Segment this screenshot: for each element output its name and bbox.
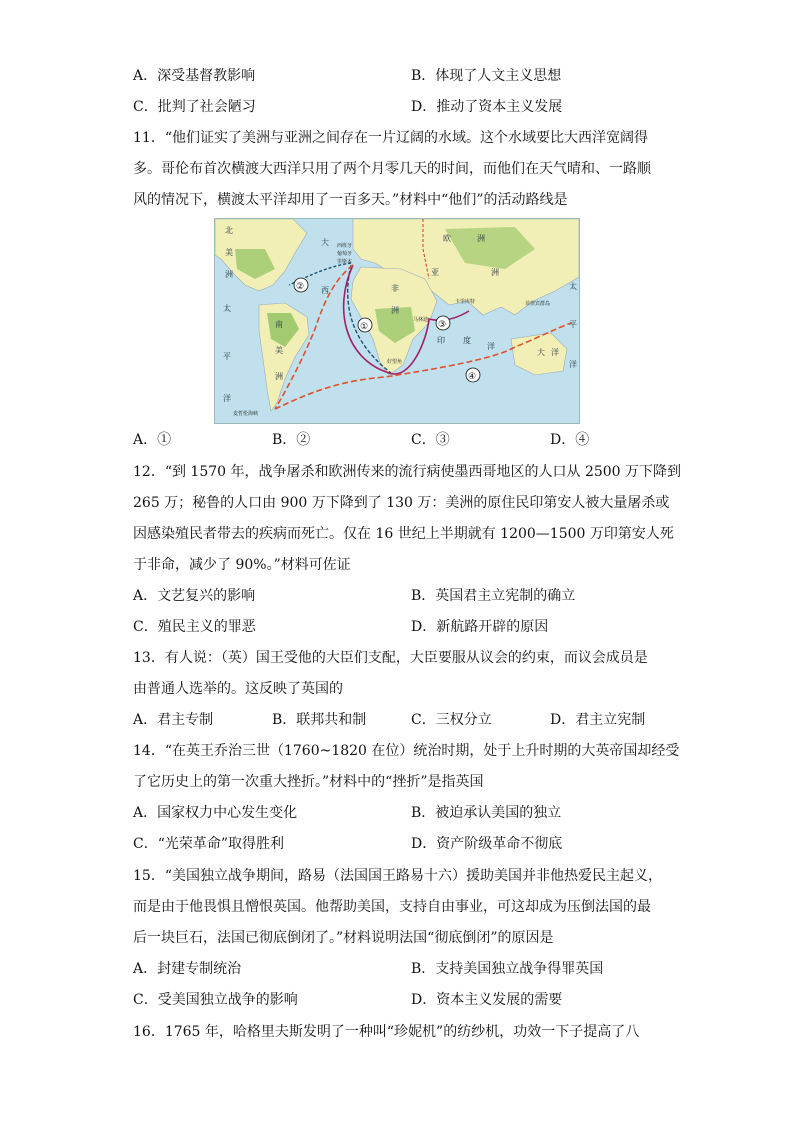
map-label-sa2: 美 bbox=[275, 346, 283, 355]
map-label-sa3: 洲 bbox=[275, 372, 283, 381]
prev-option-b: B．体现了人文主义思想 bbox=[411, 68, 562, 84]
map-label-sa1: 南 bbox=[275, 320, 283, 329]
q15-option-d: D．资本主义发展的需要 bbox=[411, 992, 563, 1008]
q11-line-1: 11．“他们证实了美洲与亚洲之间存在一片辽阔的水域。这个水域要比大西洋宽阔得 bbox=[133, 130, 648, 146]
q14-option-c: C．“光荣革命”取得胜利 bbox=[133, 836, 285, 852]
q12-line-2: 265 万；秘鲁的人口由 900 万下降到了 130 万：美洲的原住民印第安人被大量屠杀或 bbox=[133, 495, 670, 511]
route-number-4: ④ bbox=[468, 372, 477, 382]
map-label-oc2: 洋 bbox=[551, 348, 559, 357]
map-label-magellan: 麦哲伦海峡 bbox=[233, 411, 259, 417]
map-label-pr3: 洋 bbox=[569, 360, 577, 369]
map-label-as1: 亚 bbox=[431, 268, 439, 277]
route-number-3: ③ bbox=[438, 320, 447, 330]
q14-option-b: B．被迫承认美国的独立 bbox=[411, 805, 562, 821]
map-label-spain: 西班牙 bbox=[337, 243, 353, 249]
q14-option-d: D．资产阶级革命不彻底 bbox=[411, 836, 563, 852]
map-label-na2: 美 bbox=[225, 248, 233, 257]
q16-line-1: 16．1765 年，哈格里夫斯发明了一种叫“珍妮机”的纺纱机，功效一下子提高了八 bbox=[133, 1024, 640, 1040]
map-label-portugal: 葡萄牙 bbox=[337, 251, 353, 257]
q14-line-2: 了它历史上的第一次重大挫折。”材料中的“挫折”是指英国 bbox=[133, 774, 484, 790]
map-label-af2: 洲 bbox=[391, 306, 399, 315]
q12-option-a: A．文艺复兴的影响 bbox=[133, 588, 256, 604]
q12-line-4: 于非命，减少了 90%。”材料可佐证 bbox=[133, 557, 351, 573]
q12-line-1: 12．“到 1570 年，战争屠杀和欧洲传来的流行病使墨西哥地区的人口从 2500 万下降到 bbox=[133, 464, 682, 480]
map-label-malindi: 马林迪 bbox=[413, 317, 429, 323]
route-number-2: ② bbox=[296, 282, 305, 292]
map-label-pl2: 平 bbox=[223, 352, 231, 361]
q15-line-1: 15．“美国独立战争期间，路易（法国国王路易十六）援助美国并非他热爱民主起义， bbox=[133, 868, 662, 884]
q11-option-a: A．① bbox=[133, 432, 172, 448]
q13-option-c: C．三权分立 bbox=[411, 712, 492, 728]
q13-option-a: A．君主专制 bbox=[133, 712, 214, 728]
map-label-cape: 好望角 bbox=[387, 359, 403, 365]
map-label-na1: 北 bbox=[225, 226, 233, 235]
q11-line-2: 多。哥伦布首次横渡大西洋只用了两个月零几天的时间，而他们在天气晴和、一路顺 bbox=[133, 161, 651, 177]
route-map-svg bbox=[215, 219, 579, 423]
q15-line-2: 而是由于他畏惧且憎恨英国。他帮助美国，支持自由事业，可这却成为压倒法国的最 bbox=[133, 899, 651, 915]
prev-option-a: A．深受基督教影响 bbox=[133, 68, 256, 84]
map-label-in1: 印 bbox=[437, 336, 445, 345]
map-label-pl1: 太 bbox=[223, 304, 231, 313]
map-label-atl1: 大 bbox=[321, 238, 329, 247]
q11-option-d: D．④ bbox=[550, 432, 590, 448]
map-label-in2: 度 bbox=[463, 336, 471, 345]
q11-option-b: B．② bbox=[272, 432, 311, 448]
map-label-na3: 洲 bbox=[225, 270, 233, 279]
q15-option-a: A．封建专制统治 bbox=[133, 961, 242, 977]
q14-line-1: 14．“在英王乔治三世（1760~1820 在位）统治时期，处于上升时期的大英帝国却经受 bbox=[133, 743, 680, 759]
q15-option-c: C．受美国独立战争的影响 bbox=[133, 992, 298, 1008]
q14-option-a: A．国家权力中心发生变化 bbox=[133, 805, 298, 821]
prev-option-d: D．推动了资本主义发展 bbox=[411, 99, 563, 115]
map-label-eu1: 欧 bbox=[443, 234, 451, 243]
q13-line-1: 13．有人说：（英）国王受他的大臣们支配，大臣要服从议会的约束，而议会成员是 bbox=[133, 650, 648, 666]
map-label-in3: 洋 bbox=[487, 342, 495, 351]
map-label-philippines: 菲律宾群岛 bbox=[525, 301, 551, 307]
map-label-eu2: 洲 bbox=[477, 234, 485, 243]
q11-line-3: 风的情况下，横渡太平洋却用了一百多天。”材料中“他们”的活动路线是 bbox=[133, 192, 568, 208]
map-label-af1: 非 bbox=[391, 284, 399, 293]
q13-line-2: 由普通人选举的。这反映了英国的 bbox=[133, 681, 343, 697]
route-number-1: ① bbox=[360, 322, 369, 332]
map-label-pl3: 洋 bbox=[223, 394, 231, 403]
map-label-pr2: 平 bbox=[569, 320, 577, 329]
q11-option-c: C．③ bbox=[411, 432, 450, 448]
q15-option-b: B．支持美国独立战争得罪英国 bbox=[411, 961, 604, 977]
q12-option-d: D．新航路开辟的原因 bbox=[411, 619, 549, 635]
map-label-pr1: 太 bbox=[569, 282, 577, 291]
map-label-oc1: 大 bbox=[537, 348, 545, 357]
q12-option-b: B．英国君主立宪制的确立 bbox=[411, 588, 576, 604]
map-label-as2: 洲 bbox=[491, 268, 499, 277]
q12-line-3: 因感染殖民者带去的疾病而死亡。仅在 16 世纪上半期就有 1200—1500 万印第安人死 bbox=[133, 526, 674, 542]
route-map bbox=[214, 218, 580, 424]
map-label-lisbon: 里斯本 bbox=[337, 259, 353, 265]
q13-option-d: D．君主立宪制 bbox=[550, 712, 646, 728]
q15-line-3: 后一块巨石，法国已彻底倒闭了。”材料说明法国“彻底倒闭”的原因是 bbox=[133, 930, 554, 946]
map-label-atl2: 西 bbox=[321, 286, 329, 295]
q12-option-c: C．殖民主义的罪恶 bbox=[133, 619, 256, 635]
prev-option-c: C．批判了社会陋习 bbox=[133, 99, 256, 115]
map-label-calicut: 卡里库特 bbox=[455, 299, 476, 305]
q13-option-b: B．联邦共和制 bbox=[272, 712, 367, 728]
